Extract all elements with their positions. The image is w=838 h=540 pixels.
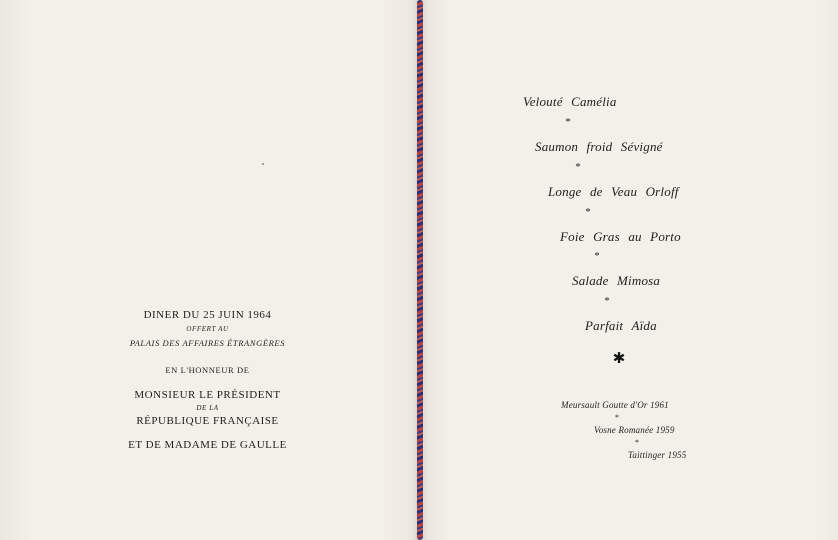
- dish-item: Parfait Aïda: [585, 318, 657, 333]
- dish-item: Salade Mimosa: [572, 273, 661, 288]
- dish-item: Velouté Camélia: [523, 94, 617, 109]
- offered-at-line: OFFERT AU: [186, 325, 229, 333]
- of-the-line: DE LA: [196, 404, 219, 412]
- president-line: MONSIEUR LE PRÉSIDENT: [134, 389, 281, 401]
- separator-star: *: [585, 206, 591, 218]
- republic-line: RÉPUBLIQUE FRANÇAISE: [136, 415, 279, 427]
- separator-star: *: [565, 116, 571, 128]
- dish-item: Saumon froid Sévigné: [535, 139, 663, 154]
- madame-de-gaulle-line: ET DE MADAME DE GAULLE: [128, 439, 287, 451]
- wine-separator-star: *: [635, 438, 639, 447]
- separator-star: *: [594, 250, 600, 262]
- menu-divider-star: ✱: [612, 351, 626, 367]
- wine-separator-star: *: [615, 413, 619, 422]
- dish-item: Longe de Veau Orloff: [548, 184, 679, 199]
- wine-item: Vosne Romanée 1959: [594, 425, 675, 435]
- wine-item: Taittinger 1955: [628, 450, 687, 460]
- separator-star: *: [575, 161, 581, 173]
- wine-item: Meursault Goutte d'Or 1961: [561, 400, 669, 410]
- separator-star: *: [604, 295, 610, 307]
- dinner-date-line: DINER DU 25 JUIN 1964: [143, 309, 272, 321]
- in-honour-line: EN L'HONNEUR DE: [165, 365, 250, 375]
- venue-line: PALAIS DES AFFAIRES ÉTRANGÈRES: [129, 338, 286, 348]
- dish-item: Foie Gras au Porto: [560, 229, 681, 244]
